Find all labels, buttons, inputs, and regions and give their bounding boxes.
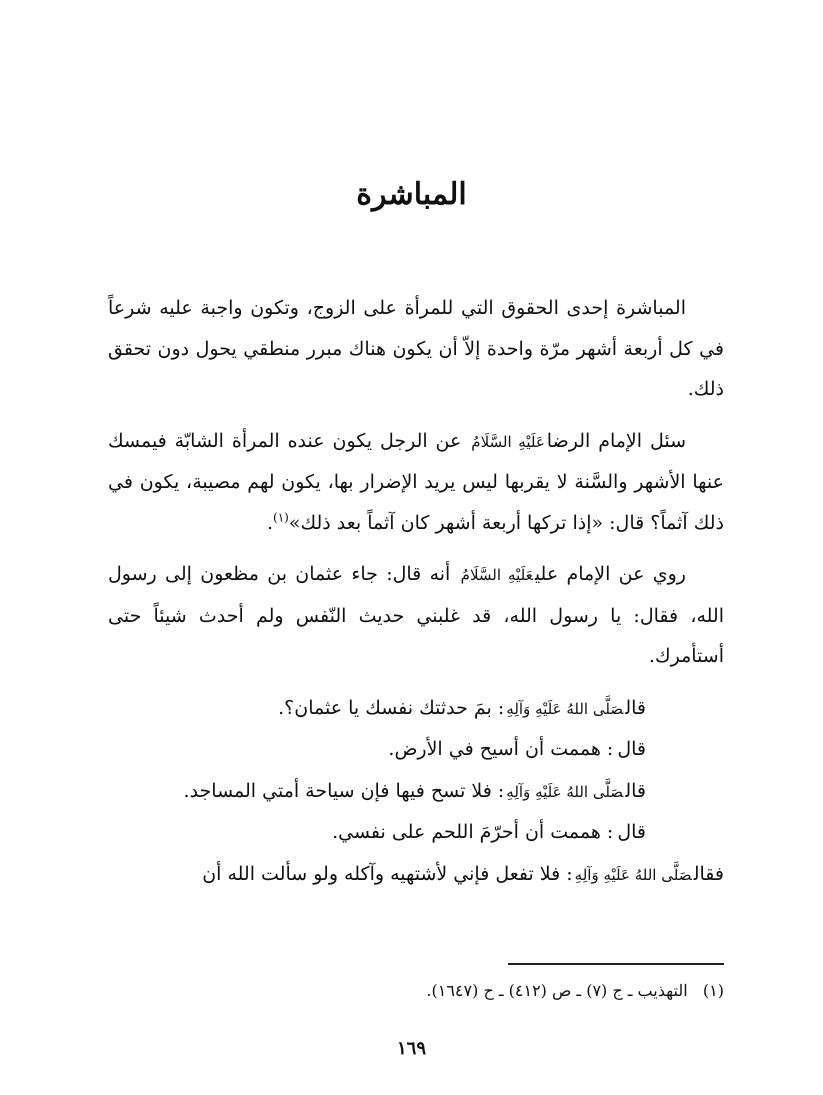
paragraph-2-part-a: سئل الإمام الرضا xyxy=(546,429,686,452)
paragraph-3-part-b: أنه قال: جاء عثمان بن مظعون إلى رسول الله، فقال: يا رسول الله، قد غلبني حديث النّفس ولم أحدث شيئاً حتى أستأمرك. xyxy=(108,563,724,667)
honorific-calligraphy: صَلَّى اللهُ عَلَيْهِ وَآلِهِ xyxy=(506,782,624,801)
honorific-calligraphy: عَلَيْهِ السَّلَامُ xyxy=(460,566,533,584)
dialogue-line-2 xyxy=(108,729,724,771)
dialogue-text: : بمَ حدثتك نفسك يا عثمان؟. xyxy=(278,696,505,719)
speaker-label: قال xyxy=(625,696,646,719)
dialogue-line-3 xyxy=(108,771,724,813)
paragraph-2 xyxy=(108,421,724,544)
dialogue-line-4 xyxy=(108,812,724,854)
paragraph-2-end: . xyxy=(266,511,274,534)
page-title: المباشرة xyxy=(356,177,467,212)
speaker-label: قال xyxy=(625,779,646,802)
dialogue-text: : فلا تسح فيها فإن سياحة أمتي المساجد. xyxy=(183,779,505,802)
dialogue-line-5 xyxy=(108,854,724,896)
dialogue-text: : هممت أن أحرّمَ اللحم على نفسي. xyxy=(332,821,614,843)
speaker-label: قال xyxy=(617,821,646,843)
footnote-reference[interactable]: (١) xyxy=(273,510,289,525)
footnote-marker: (١) xyxy=(702,981,724,1000)
dialogue-text: : فلا تفعل فإني لأشتهيه وآكله ولو سألت الله أن xyxy=(202,862,573,885)
page-number: ١٦٩ xyxy=(396,1038,426,1059)
paragraph-1: المباشرة إحدى الحقوق التي للمرأة على الزوج، وتكون واجبة عليه شرعاً في كل أربعة أشهر مرّة واحدة إلاّ أن يكون هناك مبرر منطقي يحول دون تحقق ذلك. xyxy=(108,297,724,400)
dialogue-text: : هممت أن أسيح في الأرض. xyxy=(388,738,614,760)
paragraph-3 xyxy=(108,554,724,677)
honorific-calligraphy: عَلَيْهِ السَّلَامُ xyxy=(471,432,545,451)
page-body xyxy=(108,288,724,895)
honorific-calligraphy: صَلَّى اللهُ عَلَيْهِ وَآلِهِ xyxy=(506,699,624,718)
dialogue-line-1 xyxy=(108,688,724,730)
speaker-label: فقال xyxy=(693,862,724,885)
footnote-divider xyxy=(508,963,724,965)
footnote xyxy=(108,976,724,1006)
honorific-calligraphy: صَلَّى اللهُ عَلَيْهِ وَآلِهِ xyxy=(574,865,692,884)
paragraph-2-part-b: عن الرجل يكون عنده المرأة الشابّة فيمسك عنها الأشهر والسَّنة لا يقربها ليس يريد الإضرار بها، يكون لهم مصيبة، يكون في ذلك آثماً؟ قال: «إذا تركها أربعة أشهر كان آثماً بعد ذلك» xyxy=(108,429,724,534)
speaker-label: قال xyxy=(617,738,646,760)
footnote-text: التهذيب ـ ج (٧) ـ ص (٤١٢) ـ ح (١٦٤٧). xyxy=(426,981,688,1000)
paragraph-3-part-a: روي عن الإمام علي xyxy=(534,563,686,585)
